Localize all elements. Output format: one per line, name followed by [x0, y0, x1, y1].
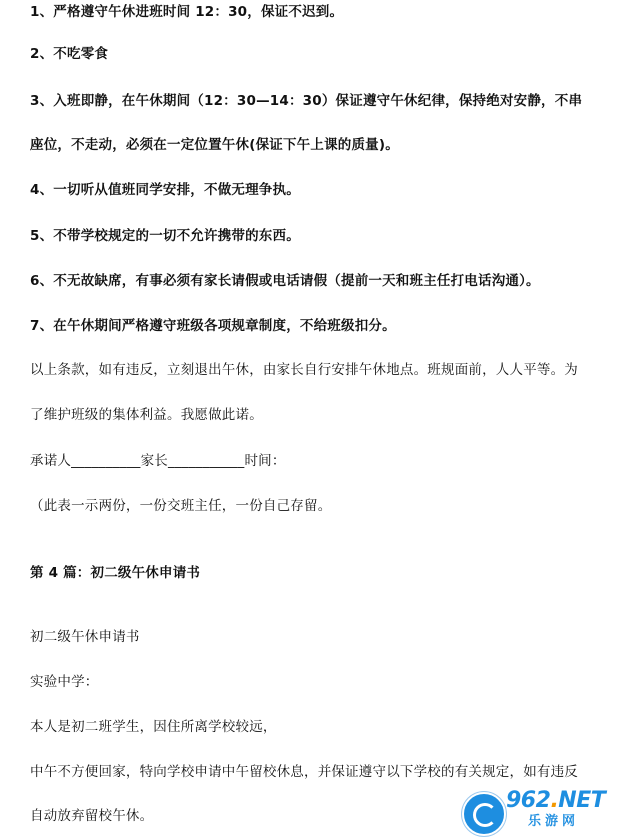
- terms-paragraph-line-2: 了维护班级的集体利益。我愿做此诺。: [30, 407, 263, 423]
- application-body-line-1: 本人是初二班学生，因住所离学校较远，: [30, 719, 277, 735]
- application-title: 初二级午休申请书: [30, 629, 140, 645]
- rule-2: 2、不吃零食: [30, 46, 109, 62]
- rule-5: 5、不带学校规定的一切不允许携带的东西。: [30, 228, 300, 244]
- copies-note: （此表一示两份，一份交班主任，一份自己存留。: [30, 498, 332, 514]
- rule-3-line-2: 座位，不走动，必须在一定位置午休(保证下午上课的质量)。: [30, 137, 399, 153]
- rule-4: 4、一切听从值班同学安排，不做无理争执。: [30, 182, 300, 198]
- site-watermark-logo: [462, 788, 612, 836]
- watermark-number: 962: [506, 788, 551, 813]
- rule-1: 1、严格遵守午休进班时间 12：30，保证不迟到。: [30, 4, 344, 20]
- rule-6: 6、不无故缺席，有事必须有家长请假或电话请假（提前一天和班主任打电话沟通）。: [30, 273, 540, 289]
- watermark-domain: [506, 788, 605, 814]
- watermark-subtitle: 乐游网: [528, 814, 580, 829]
- logo-circle-icon: [462, 792, 506, 836]
- addressee: 实验中学：: [30, 674, 99, 690]
- application-body-line-2: 中午不方便回家，特向学校申请中午留校休息，并保证遵守以下学校的有关规定，如有违反: [30, 764, 578, 780]
- watermark-tld: NET: [558, 788, 606, 813]
- rule-3-line-1: 3、入班即静，在午休期间（12：30—14：30）保证遵守午休纪律，保持绝对安静，不串: [30, 93, 583, 109]
- watermark-dot: .: [550, 788, 559, 813]
- signature-line: 承诺人__________家长___________时间：: [30, 453, 286, 469]
- rule-7: 7、在午休期间严格遵守班级各项规章制度，不给班级扣分。: [30, 318, 396, 334]
- terms-paragraph-line-1: 以上条款，如有违反，立刻退出午休，由家长自行安排午休地点。班规面前，人人平等。为: [30, 362, 578, 378]
- section-heading: 第 4 篇：初二级午休申请书: [30, 565, 201, 581]
- application-body-line-3: 自动放弃留校午休。: [30, 808, 154, 824]
